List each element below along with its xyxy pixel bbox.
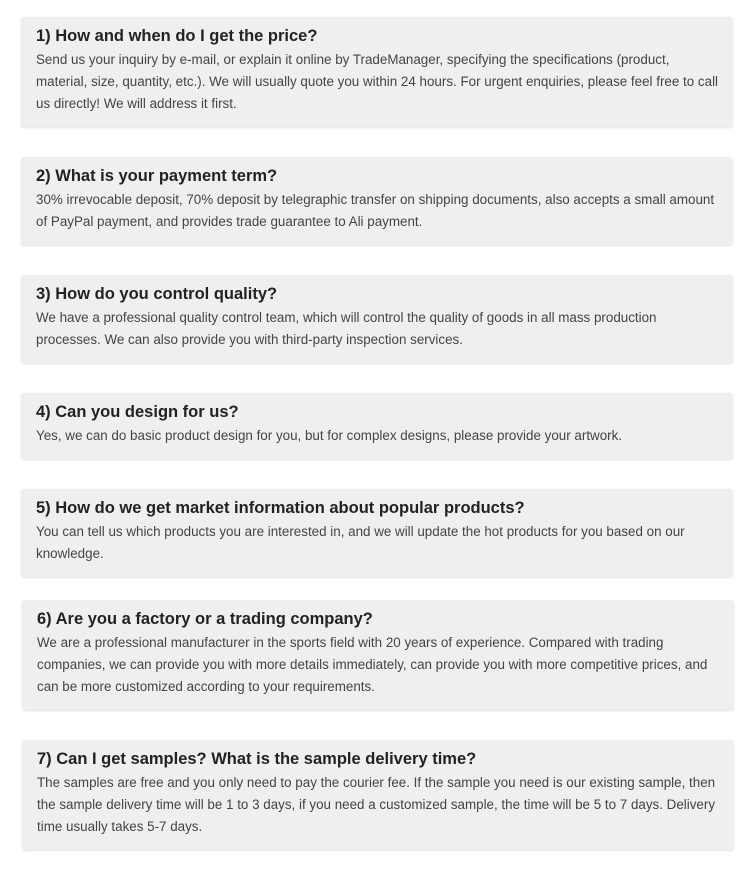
faq-answer: Yes, we can do basic product design for you, but for complex designs, please provide your artwork.	[36, 428, 623, 443]
faq-question: 1) How and when do I get the price?	[36, 27, 318, 45]
faq-question: 3) How do you control quality?	[36, 285, 278, 303]
faq-question: 2) What is your payment term?	[36, 167, 278, 185]
faq-question: 4) Can you design for us?	[36, 403, 239, 421]
faq-item	[21, 157, 733, 245]
faq-answer: We have a professional quality control team, which will control the quality of goods in all mass production processes. We can also provide you with third-party inspection services.	[36, 310, 657, 347]
faq-item	[21, 393, 733, 459]
faq-answer: 30% irrevocable deposit, 70% deposit by telegraphic transfer on shipping documents, also accepts a small amount of PayPal payment, and provides trade guarantee to Ali payment.	[36, 192, 715, 229]
faq-item	[21, 489, 733, 577]
faq-answer: The samples are free and you only need to pay the courier fee. If the sample you need is our existing sample, then the sample delivery time will be 1 to 3 days, if you need a customized sample, the time will be 5 to 7 days. Delivery time usually takes 5-7 days.	[37, 775, 716, 834]
faq-answer: You can tell us which products you are interested in, and we will update the hot products for you based on our knowledge.	[36, 524, 685, 561]
faq-item	[22, 600, 734, 710]
faq-question: 7) Can I get samples? What is the sample delivery time?	[37, 750, 477, 768]
faq-question: 6) Are you a factory or a trading company?	[37, 610, 373, 628]
faq-answer: We are a professional manufacturer in the sports field with 20 years of experience. Compared with trading companies, we can provide you with more details immediately, can provide you with more competitive prices, and can be more customized according to your requirements.	[37, 635, 708, 694]
faq-item	[22, 740, 734, 850]
faq-question: 5) How do we get market information about popular products?	[36, 499, 525, 517]
faq-item	[21, 17, 733, 127]
faq-item	[21, 275, 733, 363]
faq-answer: Send us your inquiry by e-mail, or explain it online by TradeManager, specifying the specifications (product, material, size, quantity, etc.). We will usually quote you within 24 hours. For urgent enquiries, please feel free to call us directly! We will address it first.	[36, 52, 719, 111]
